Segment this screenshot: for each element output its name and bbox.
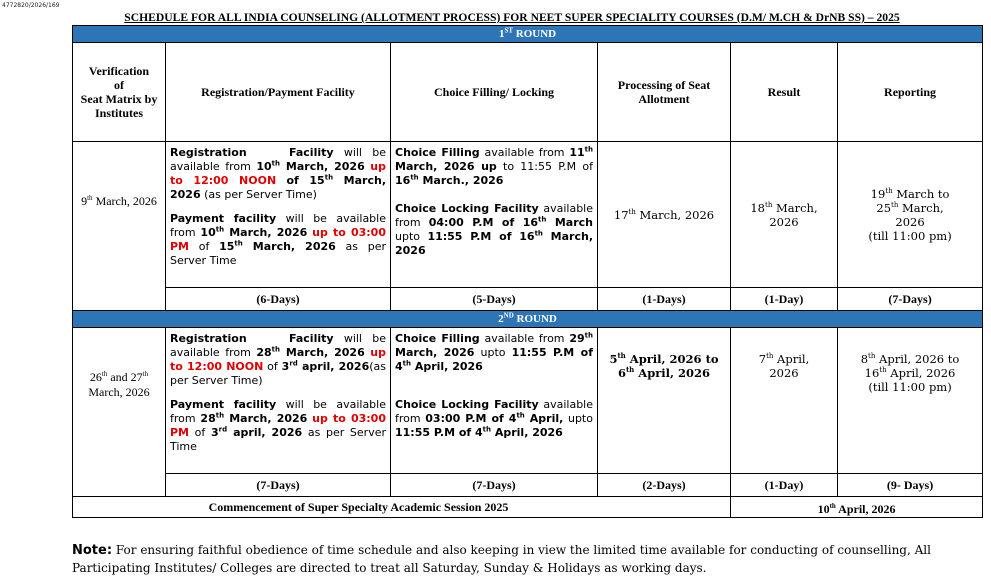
round1-days-reporting: (7-Days) <box>838 288 983 311</box>
round2-days-row <box>73 474 983 497</box>
round2-registration-cell <box>166 328 391 474</box>
round1-days-registration: (6-Days) <box>166 288 391 311</box>
round1-reporting: 19th March to 25th March, 2026 (till 11:00 pm) <box>838 142 983 288</box>
round2-days-result: (1-Day) <box>731 474 838 497</box>
round1-band <box>73 26 983 43</box>
round1-choice-filling: Choice Filling available from 11th March, 2026 up to 11:55 P.M of 16th March., 2026 <box>395 145 593 187</box>
header-registration: Registration/Payment Facility <box>166 43 391 142</box>
round2-choice-locking: Choice Locking Facility available from 03:00 P.M of 4th April, upto 11:55 P.M of 4th April, 2026 <box>395 398 593 439</box>
round2-reporting: 8th April, 2026 to 16th April, 2026 (till 11:00 pm) <box>838 328 983 474</box>
round1-choice-locking: Choice Locking Facility available from 04:00 P.M of 16th March upto 11:55 P.M of 16th March, 2026 <box>395 202 593 257</box>
commencement-row <box>73 497 983 518</box>
round1-row <box>73 142 983 288</box>
round1-days-result: (1-Day) <box>731 288 838 311</box>
round1-registration-text: Registration Facility will be available from 10th March, 2026 up to 12:00 NOON of 15th March, 2026 (as per Server Time) <box>170 146 387 201</box>
round1-days-choice: (5-Days) <box>391 288 598 311</box>
round2-payment-text: Payment facility will be available from 28th March, 2026 up to 03:00 PM of 3rd april, 2026 as per Server Time <box>170 398 387 453</box>
page-title: SCHEDULE FOR ALL INDIA COUNSELING (ALLOTMENT PROCESS) FOR NEET SUPER SPECIALITY COURSES (D.M/ M.CH & DrNB SS) – 2025 <box>124 11 900 24</box>
round1-verification-date: 9th March, 2026 <box>73 142 166 311</box>
round1-days-processing: (1-Days) <box>598 288 731 311</box>
schedule-table <box>72 25 983 518</box>
round1-choice-cell <box>391 142 598 288</box>
round1-result: 18th March, 2026 <box>731 142 838 288</box>
commencement-label: Commencement of Super Specialty Academic Session 2025 <box>73 497 731 518</box>
header-reporting: Reporting <box>838 43 983 142</box>
note-text: For ensuring faithful obedience of time schedule and also keeping in view the limited time available for conducting of counselling, All Participating Institutes/ Colleges are directed to treat all Saturday, Sunday & Holidays as working days. <box>72 543 931 575</box>
commencement-date: 10th April, 2026 <box>731 497 983 518</box>
round2-processing: 5th April, 2026 to 6th April, 2026 <box>598 328 731 474</box>
round2-choice-cell <box>391 328 598 474</box>
round2-days-reporting: (9- Days) <box>838 474 983 497</box>
round2-choice-filling: Choice Filling available from 29th March, 2026 upto 11:55 P.M of 4th April, 2026 <box>395 331 593 373</box>
round2-row <box>73 328 983 474</box>
header-verification: Verification of Seat Matrix by Institutes <box>73 43 166 142</box>
round2-days-choice: (7-Days) <box>391 474 598 497</box>
round1-days-row <box>73 288 983 311</box>
round1-label: 1ST ROUND <box>73 26 983 43</box>
header-choice: Choice Filling/ Locking <box>391 43 598 142</box>
round2-registration-text: Registration Facility will be available from 28th March, 2026 up to 12:00 NOON of 3rd april, 2026(as per Server Time) <box>170 332 387 387</box>
round2-days-processing: (2-Days) <box>598 474 731 497</box>
document-reference-number: 4772820/2026/169 <box>2 2 60 9</box>
round1-registration-cell <box>166 142 391 288</box>
round2-days-registration: (7-Days) <box>166 474 391 497</box>
round1-payment-text: Payment facility will be available from 10th March, 2026 up to 03:00 PM of 15th March, 2026 as per Server Time <box>170 212 386 267</box>
note-label: Note <box>72 543 107 558</box>
header-result: Result <box>731 43 838 142</box>
round2-label: 2ND ROUND <box>73 311 983 328</box>
round1-processing: 17th March, 2026 <box>598 142 731 288</box>
header-processing: Processing of Seat Allotment <box>598 43 731 142</box>
round2-band <box>73 311 983 328</box>
note: Note: For ensuring faithful obedience of time schedule and also keeping in view the limited time available for conducting of counselling, All Participating Institutes/ Colleges are directed to treat all Saturday, Sunday & Holidays as working days. <box>72 543 931 575</box>
header-row <box>73 43 983 142</box>
round2-verification-date: 26th and 27th March, 2026 <box>73 328 166 497</box>
round2-result: 7th April, 2026 <box>731 328 838 474</box>
